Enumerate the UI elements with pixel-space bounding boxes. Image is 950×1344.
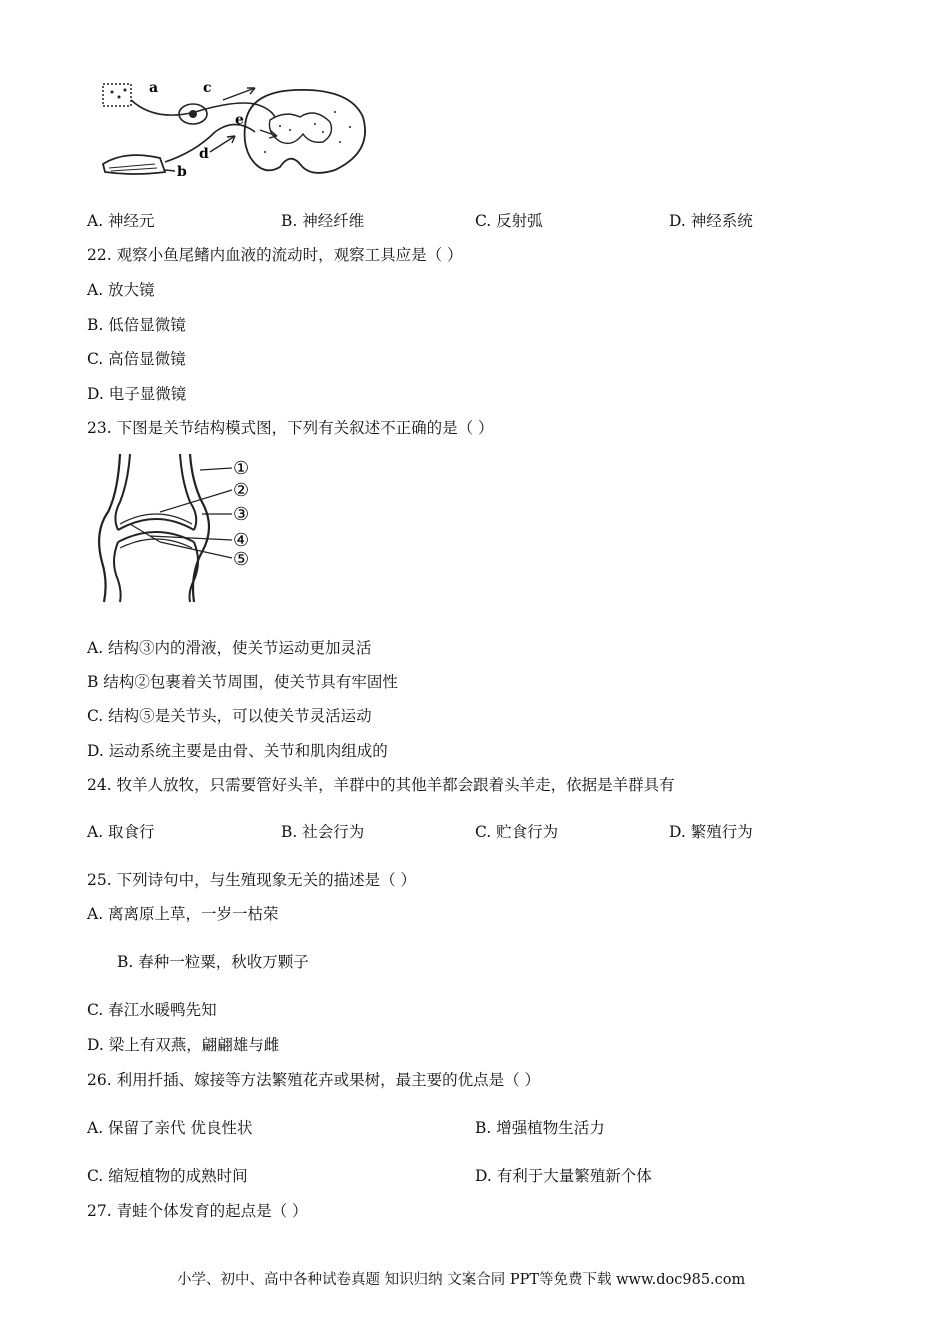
reflex-arc-figure xyxy=(95,72,375,182)
q24-option-a: A. 取食行 xyxy=(87,823,155,841)
q23-option-d: D. 运动系统主要是由骨、关节和肌肉组成的 xyxy=(87,742,388,760)
q24-stem: 24. 牧羊人放牧，只需要管好头羊，羊群中的其他羊都会跟着头羊走，依据是羊群具有 xyxy=(87,776,675,794)
receptor-shape xyxy=(103,84,131,106)
q21-option-c: C. 反射弧 xyxy=(475,212,543,230)
label-a: a xyxy=(149,80,159,96)
gray-matter-shape xyxy=(269,113,331,143)
q24-option-d: D. 繁殖行为 xyxy=(669,823,753,841)
q26-option-d: D. 有利于大量繁殖新个体 xyxy=(475,1167,652,1185)
q21-option-a: A. 神经元 xyxy=(87,212,155,230)
q21-option-d: D. 神经系统 xyxy=(669,212,753,230)
q24-option-c: C. 贮食行为 xyxy=(475,823,559,841)
label-4: ④ xyxy=(233,530,250,551)
q25-option-c: C. 春江水暖鸭先知 xyxy=(87,1001,217,1019)
q26-stem: 26. 利用扦插、嫁接等方法繁殖花卉或果树，最主要的优点是（ ） xyxy=(87,1071,541,1089)
label-5: ⑤ xyxy=(233,549,250,570)
q23-option-c: C. 结构⑤是关节头，可以使关节灵活运动 xyxy=(87,707,372,725)
q22-option-c: C. 高倍显微镜 xyxy=(87,350,186,368)
q25-option-b: B. 春种一粒粟，秋收万颗子 xyxy=(117,953,309,971)
label-e: e xyxy=(235,112,244,128)
q23-stem: 23. 下图是关节结构模式图，下列有关叙述不正确的是（ ） xyxy=(87,419,494,437)
q22-option-d: D. 电子显微镜 xyxy=(87,385,187,403)
page-footer[interactable]: 小学、初中、高中各种试卷真题 知识归纳 文案合同 PPT等免费下载 www.doc985.com xyxy=(177,1272,746,1288)
q23-option-a: A. 结构③内的滑液，使关节运动更加灵活 xyxy=(87,639,372,657)
q23-option-b: B 结构②包裹着关节周围，使关节具有牢固性 xyxy=(87,673,398,691)
q25-stem: 25. 下列诗句中，与生殖现象无关的描述是（ ） xyxy=(87,871,417,889)
q27-stem: 27. 青蛙个体发育的起点是（ ） xyxy=(87,1202,308,1220)
label-1: ① xyxy=(233,458,250,479)
q26-option-c: C. 缩短植物的成熟时间 xyxy=(87,1167,248,1185)
label-2: ② xyxy=(233,480,250,501)
label-b: b xyxy=(177,164,187,180)
label-d: d xyxy=(199,146,209,162)
label-3: ③ xyxy=(233,504,250,525)
q25-option-d: D. 梁上有双燕，翩翩雄与雌 xyxy=(87,1036,280,1054)
label-c: c xyxy=(203,80,212,96)
q22-stem: 22. 观察小鱼尾鳍内血液的流动时，观察工具应是（ ） xyxy=(87,246,463,264)
q24-option-b: B. 社会行为 xyxy=(281,823,365,841)
q22-option-a: A. 放大镜 xyxy=(87,281,155,299)
joint-structure-figure xyxy=(90,452,270,604)
q22-option-b: B. 低倍显微镜 xyxy=(87,316,186,334)
q21-option-b: B. 神经纤维 xyxy=(281,212,365,230)
q25-option-a: A. 离离原上草，一岁一枯荣 xyxy=(87,905,279,923)
q26-option-b: B. 增强植物生活力 xyxy=(475,1119,605,1137)
q26-option-a: A. 保留了亲代 优良性状 xyxy=(87,1119,253,1137)
